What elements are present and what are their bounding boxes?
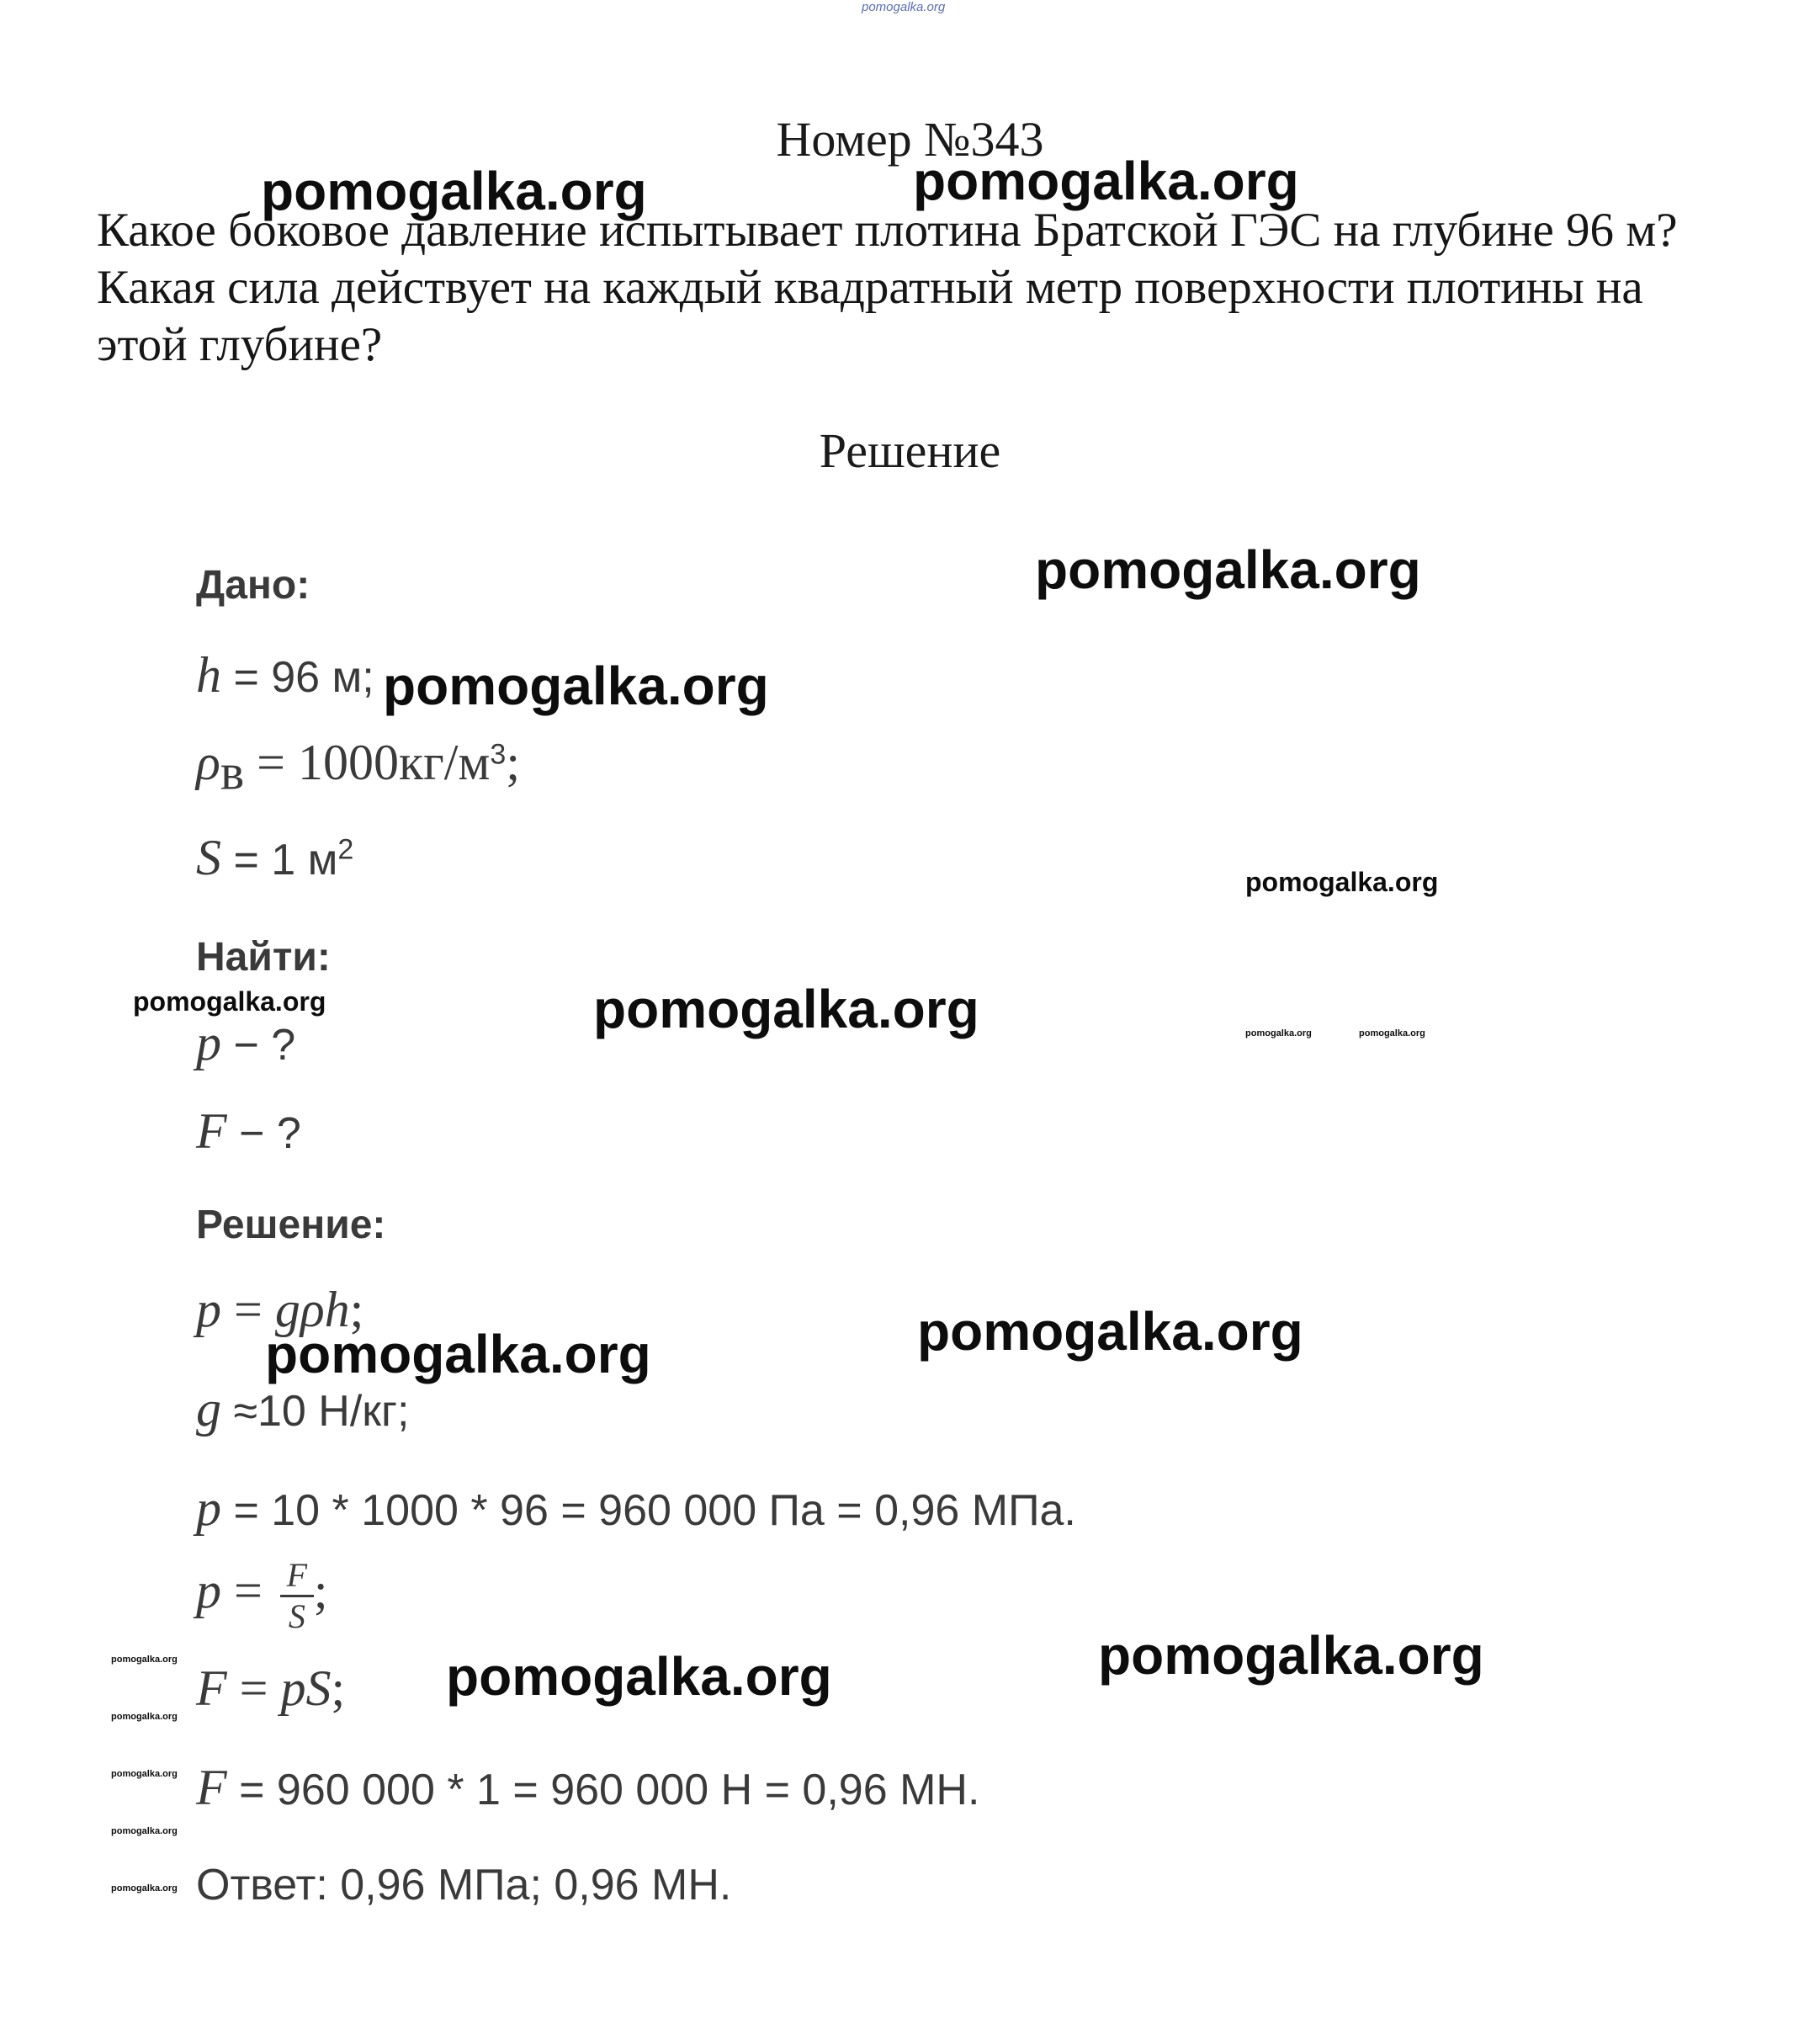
formula-pressure: p = gρh; <box>196 1282 364 1337</box>
top-watermark: pomogalka.org <box>862 0 946 14</box>
given-label: Дано: <box>196 563 310 608</box>
given-rho: $\rho_в = 1000кг/м^3$; <box>196 735 520 800</box>
watermark: pomogalka.org <box>261 161 647 221</box>
answer: Ответ: 0,96 МПа; 0,96 МН. <box>196 1861 732 1909</box>
find-label: Найти: <box>196 935 331 980</box>
watermark: pomogalka.org <box>111 1883 178 1894</box>
formula-p-fraction: p = $\frac{F}{S}$ ; <box>196 1556 328 1635</box>
solution-heading: Решение <box>819 423 1001 478</box>
watermark: pomogalka.org <box>111 1712 178 1722</box>
watermark: pomogalka.org <box>265 1324 651 1384</box>
watermark: pomogalka.org <box>593 979 979 1039</box>
formula-force: F = pS; <box>196 1660 346 1716</box>
watermark: pomogalka.org <box>1245 1028 1312 1038</box>
fraction: $\frac{F}{S}$ <box>280 1559 314 1633</box>
watermark: pomogalka.org <box>446 1646 832 1707</box>
solution-label: Решение: <box>196 1203 386 1247</box>
given-s: S = 1 $м^2$ <box>196 830 354 885</box>
find-f: F − ? <box>196 1103 301 1159</box>
calc-force: F = 960 000 * 1 = 960 000 Н = 0,96 МН. <box>196 1760 980 1815</box>
find-p: p − ? <box>196 1015 296 1070</box>
watermark: pomogalka.org <box>133 986 326 1017</box>
watermark: pomogalka.org <box>383 656 769 716</box>
calc-pressure: p = 10 * 1000 * 96 = 960 000 Па = 0,96 МПа. <box>196 1480 1076 1536</box>
watermark: pomogalka.org <box>111 1655 178 1665</box>
watermark: pomogalka.org <box>1359 1028 1425 1038</box>
watermark: pomogalka.org <box>111 1826 178 1836</box>
page-title: Номер №343 <box>776 112 1044 167</box>
watermark: pomogalka.org <box>1245 867 1439 897</box>
given-h: h = 96 м; <box>196 647 374 703</box>
watermark: pomogalka.org <box>913 151 1299 211</box>
g-value: g ≈10 Н/кг; <box>196 1381 410 1437</box>
watermark: pomogalka.org <box>1035 539 1421 600</box>
watermark: pomogalka.org <box>1098 1625 1484 1686</box>
watermark: pomogalka.org <box>917 1301 1303 1362</box>
problem-text: Какое боковое давление испытывает плотина Братской ГЭС на глубине 96 м? Какая сила действует на каждый квадратный метр поверхности плотины на этой глубине? <box>97 204 1678 371</box>
watermark: pomogalka.org <box>111 1769 178 1779</box>
